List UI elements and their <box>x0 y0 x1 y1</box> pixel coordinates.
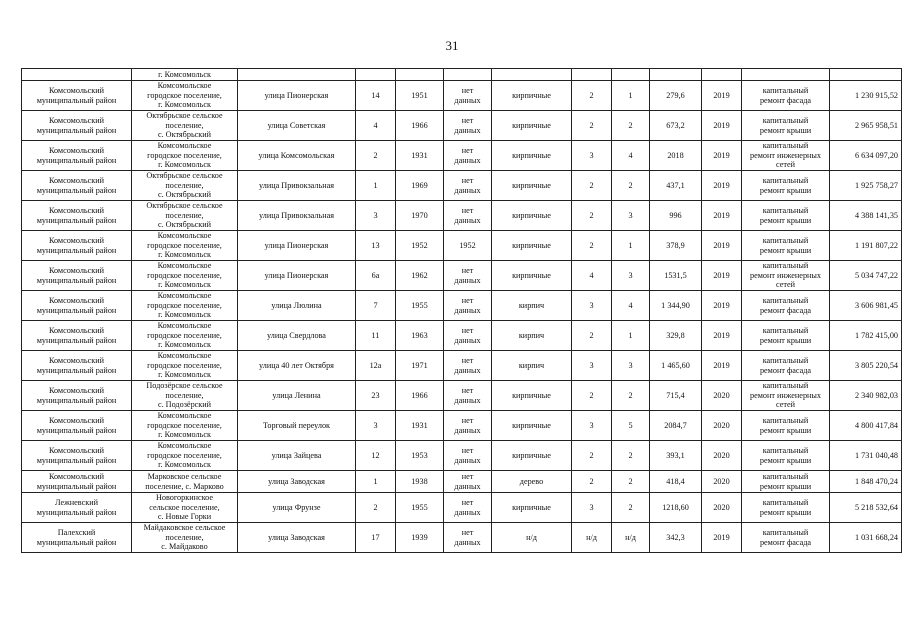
cell-entrances: 3 <box>612 201 650 231</box>
cell-build-year: 1939 <box>396 523 444 553</box>
cell-floors: 2 <box>572 381 612 411</box>
cell-area: 378,9 <box>650 231 702 261</box>
cell-repair-year: 2019 <box>702 111 742 141</box>
cell-cost: 2 965 958,51 <box>830 111 902 141</box>
cell-cost: 1 848 470,24 <box>830 471 902 493</box>
cell-floors: 2 <box>572 171 612 201</box>
cell-repair-year: 2019 <box>702 291 742 321</box>
cell-district: Комсомольский муниципальный район <box>22 441 132 471</box>
table-row <box>22 441 902 471</box>
cell-repair-year: 2020 <box>702 441 742 471</box>
cell-wall-material: н/д <box>492 523 572 553</box>
cell-street: улица Ленина <box>238 381 356 411</box>
cell-floors: 2 <box>572 231 612 261</box>
cell-wall-material: кирпич <box>492 351 572 381</box>
cell-entrances: 2 <box>612 441 650 471</box>
table-row <box>22 381 902 411</box>
table-row <box>22 321 902 351</box>
table-row <box>22 111 902 141</box>
cell-cost: 4 388 141,35 <box>830 201 902 231</box>
cell-wall-material: кирпичные <box>492 261 572 291</box>
cell-house-number: 3 <box>356 411 396 441</box>
cell-commission-year: нет данных <box>444 171 492 201</box>
cell-commission-year: нет данных <box>444 261 492 291</box>
cell-area: 996 <box>650 201 702 231</box>
cell-settlement: Майдаковское сельское поселение, с. Майдаково <box>132 523 238 553</box>
cell-cost: 1 925 758,27 <box>830 171 902 201</box>
cell-floors: 2 <box>572 441 612 471</box>
cell-cost: 5 034 747,22 <box>830 261 902 291</box>
cell-district: Лежневский муниципальный район <box>22 493 132 523</box>
cell-wall-material: кирпичные <box>492 381 572 411</box>
cell-district: Комсомольский муниципальный район <box>22 411 132 441</box>
cell-build-year: 1955 <box>396 291 444 321</box>
cell-settlement: Комсомольское городское поселение, г. Комсомольск <box>132 411 238 441</box>
cell-cost: 1 031 668,24 <box>830 523 902 553</box>
cell-commission-year: нет данных <box>444 321 492 351</box>
housing-repair-table <box>21 68 902 553</box>
cell-settlement: Комсомольское городское поселение, г. Комсомольск <box>132 231 238 261</box>
cell-settlement: Комсомольское городское поселение, г. Комсомольск <box>132 291 238 321</box>
cell-wall-material: кирпичные <box>492 201 572 231</box>
cell-entrances: 5 <box>612 411 650 441</box>
cell-commission-year: нет данных <box>444 381 492 411</box>
cell-build-year: 1966 <box>396 381 444 411</box>
cell-work-type: капитальный ремонт крыши <box>742 111 830 141</box>
cell-commission-year: нет данных <box>444 441 492 471</box>
cell-floors <box>572 69 612 81</box>
cell-street: улица Пионерская <box>238 81 356 111</box>
cell-area: 2084,7 <box>650 411 702 441</box>
cell-wall-material: кирпичные <box>492 171 572 201</box>
cell-build-year: 1955 <box>396 493 444 523</box>
cell-floors: 3 <box>572 411 612 441</box>
cell-wall-material: кирпичные <box>492 111 572 141</box>
cell-settlement: Октябрьское сельское поселение, с. Октябрьский <box>132 201 238 231</box>
cell-street <box>238 69 356 81</box>
cell-commission-year: 1952 <box>444 231 492 261</box>
cell-district: Комсомольский муниципальный район <box>22 201 132 231</box>
table-row <box>22 261 902 291</box>
cell-area <box>650 69 702 81</box>
cell-street: улица Заводская <box>238 471 356 493</box>
cell-entrances: 1 <box>612 321 650 351</box>
cell-house-number: 23 <box>356 381 396 411</box>
cell-entrances: 2 <box>612 111 650 141</box>
cell-repair-year: 2020 <box>702 411 742 441</box>
cell-district: Комсомольский муниципальный район <box>22 261 132 291</box>
cell-work-type: капитальный ремонт крыши <box>742 201 830 231</box>
cell-cost: 2 340 982,03 <box>830 381 902 411</box>
cell-entrances: 2 <box>612 171 650 201</box>
cell-cost: 1 191 807,22 <box>830 231 902 261</box>
cell-settlement: Комсомольское городское поселение, г. Комсомольск <box>132 261 238 291</box>
cell-cost: 6 634 097,20 <box>830 141 902 171</box>
cell-house-number: 2 <box>356 493 396 523</box>
cell-street: Торговый переулок <box>238 411 356 441</box>
cell-work-type <box>742 69 830 81</box>
cell-settlement: Комсомольское городское поселение, г. Комсомольск <box>132 81 238 111</box>
cell-build-year: 1969 <box>396 171 444 201</box>
cell-district: Комсомольский муниципальный район <box>22 81 132 111</box>
cell-house-number: 1 <box>356 471 396 493</box>
table-row <box>22 523 902 553</box>
cell-entrances <box>612 69 650 81</box>
cell-cost: 3 606 981,45 <box>830 291 902 321</box>
cell-district: Комсомольский муниципальный район <box>22 171 132 201</box>
cell-street: улица 40 лет Октября <box>238 351 356 381</box>
cell-settlement: Подозёрское сельское поселение, с. Подозёрский <box>132 381 238 411</box>
cell-work-type: капитальный ремонт крыши <box>742 321 830 351</box>
cell-floors: 3 <box>572 291 612 321</box>
cell-build-year: 1931 <box>396 141 444 171</box>
cell-repair-year: 2019 <box>702 141 742 171</box>
cell-cost <box>830 69 902 81</box>
table-body <box>22 69 902 553</box>
cell-wall-material: кирпичные <box>492 141 572 171</box>
cell-repair-year: 2019 <box>702 261 742 291</box>
cell-settlement: Марковское сельское поселение, с. Марково <box>132 471 238 493</box>
table-row <box>22 493 902 523</box>
table-row <box>22 291 902 321</box>
cell-repair-year: 2019 <box>702 523 742 553</box>
cell-build-year: 1970 <box>396 201 444 231</box>
cell-floors: 2 <box>572 321 612 351</box>
cell-area: 418,4 <box>650 471 702 493</box>
cell-cost: 1 782 415,00 <box>830 321 902 351</box>
cell-cost: 3 805 220,54 <box>830 351 902 381</box>
cell-floors: н/д <box>572 523 612 553</box>
cell-commission-year: нет данных <box>444 291 492 321</box>
cell-street: улица Фрунзе <box>238 493 356 523</box>
cell-settlement: Комсомольское городское поселение, г. Комсомольск <box>132 351 238 381</box>
cell-repair-year: 2019 <box>702 201 742 231</box>
cell-work-type: капитальный ремонт инженерных сетей <box>742 141 830 171</box>
cell-entrances: 1 <box>612 81 650 111</box>
cell-district: Комсомольский муниципальный район <box>22 471 132 493</box>
cell-repair-year: 2019 <box>702 81 742 111</box>
cell-street: улица Привокзальная <box>238 171 356 201</box>
cell-build-year: 1938 <box>396 471 444 493</box>
cell-wall-material: кирпичные <box>492 231 572 261</box>
cell-commission-year: нет данных <box>444 201 492 231</box>
cell-settlement: Комсомольское городское поселение, г. Комсомольск <box>132 321 238 351</box>
cell-commission-year: нет данных <box>444 493 492 523</box>
cell-house-number: 17 <box>356 523 396 553</box>
cell-entrances: 2 <box>612 471 650 493</box>
table-row <box>22 201 902 231</box>
table-continuation-row <box>22 69 902 81</box>
cell-commission-year: нет данных <box>444 471 492 493</box>
cell-work-type: капитальный ремонт фасада <box>742 351 830 381</box>
cell-work-type: капитальный ремонт фасада <box>742 523 830 553</box>
cell-street: улица Зайцева <box>238 441 356 471</box>
cell-area: 673,2 <box>650 111 702 141</box>
cell-street: улица Пионерская <box>238 231 356 261</box>
cell-street: улица Пионерская <box>238 261 356 291</box>
cell-house-number: 1 <box>356 171 396 201</box>
cell-repair-year: 2019 <box>702 171 742 201</box>
cell-commission-year: нет данных <box>444 351 492 381</box>
cell-street: улица Привокзальная <box>238 201 356 231</box>
cell-entrances: 2 <box>612 493 650 523</box>
cell-street: улица Свердлова <box>238 321 356 351</box>
table-row <box>22 411 902 441</box>
cell-work-type: капитальный ремонт фасада <box>742 291 830 321</box>
cell-work-type: капитальный ремонт инженерных сетей <box>742 261 830 291</box>
cell-house-number: 12 <box>356 441 396 471</box>
cell-house-number: 7 <box>356 291 396 321</box>
cell-work-type: капитальный ремонт инженерных сетей <box>742 381 830 411</box>
table-row <box>22 171 902 201</box>
cell-work-type: капитальный ремонт крыши <box>742 231 830 261</box>
cell-entrances: 3 <box>612 261 650 291</box>
cell-area: 1218,60 <box>650 493 702 523</box>
cell-wall-material: дерево <box>492 471 572 493</box>
cell-house-number: 14 <box>356 81 396 111</box>
cell-build-year: 1963 <box>396 321 444 351</box>
cell-district: Палехский муниципальный район <box>22 523 132 553</box>
cell-entrances: н/д <box>612 523 650 553</box>
cell-commission-year: нет данных <box>444 411 492 441</box>
cell-area: 393,1 <box>650 441 702 471</box>
cell-work-type: капитальный ремонт фасада <box>742 81 830 111</box>
cell-house-number: 13 <box>356 231 396 261</box>
cell-commission-year: нет данных <box>444 111 492 141</box>
table-row <box>22 81 902 111</box>
cell-house-number: 11 <box>356 321 396 351</box>
cell-floors: 2 <box>572 111 612 141</box>
cell-house-number: 3 <box>356 201 396 231</box>
cell-build-year: 1966 <box>396 111 444 141</box>
cell-area: 1 344,90 <box>650 291 702 321</box>
cell-work-type: капитальный ремонт крыши <box>742 171 830 201</box>
cell-district: Комсомольский муниципальный район <box>22 291 132 321</box>
cell-wall-material: кирпич <box>492 291 572 321</box>
cell-district: Комсомольский муниципальный район <box>22 351 132 381</box>
cell-house-number: 4 <box>356 111 396 141</box>
cell-repair-year: 2020 <box>702 471 742 493</box>
table-row <box>22 141 902 171</box>
cell-street: улица Заводская <box>238 523 356 553</box>
cell-floors: 3 <box>572 141 612 171</box>
cell-commission-year: нет данных <box>444 141 492 171</box>
cell-floors: 2 <box>572 81 612 111</box>
cell-district: Комсомольский муниципальный район <box>22 231 132 261</box>
cell-wall-material: кирпич <box>492 321 572 351</box>
cell-settlement: Комсомольское городское поселение, г. Комсомольск <box>132 441 238 471</box>
cell-wall-material: кирпичные <box>492 493 572 523</box>
cell-repair-year: 2019 <box>702 231 742 261</box>
cell-area: 2018 <box>650 141 702 171</box>
cell-repair-year: 2019 <box>702 321 742 351</box>
cell-district: Комсомольский муниципальный район <box>22 381 132 411</box>
cell-street: улица Комсомольская <box>238 141 356 171</box>
cell-street: улица Люлина <box>238 291 356 321</box>
cell-house-number <box>356 69 396 81</box>
cell-area: 279,6 <box>650 81 702 111</box>
cell-cost: 1 230 915,52 <box>830 81 902 111</box>
cell-house-number: 2 <box>356 141 396 171</box>
cell-build-year: 1931 <box>396 411 444 441</box>
cell-commission-year: нет данных <box>444 81 492 111</box>
cell-area: 342,3 <box>650 523 702 553</box>
cell-settlement: Новогоркинское сельское поселение, с. Новые Горки <box>132 493 238 523</box>
cell-area: 1531,5 <box>650 261 702 291</box>
cell-build-year <box>396 69 444 81</box>
cell-commission-year <box>444 69 492 81</box>
page-number: 31 <box>445 38 459 53</box>
cell-work-type: капитальный ремонт крыши <box>742 471 830 493</box>
cell-floors: 3 <box>572 351 612 381</box>
cell-district: Комсомольский муниципальный район <box>22 111 132 141</box>
cell-repair-year: 2020 <box>702 493 742 523</box>
cell-cost: 5 218 532,64 <box>830 493 902 523</box>
cell-house-number: 12а <box>356 351 396 381</box>
cell-entrances: 1 <box>612 231 650 261</box>
cell-work-type: капитальный ремонт крыши <box>742 493 830 523</box>
cell-wall-material <box>492 69 572 81</box>
cell-build-year: 1952 <box>396 231 444 261</box>
cell-build-year: 1962 <box>396 261 444 291</box>
cell-area: 437,1 <box>650 171 702 201</box>
cell-entrances: 3 <box>612 351 650 381</box>
cell-build-year: 1953 <box>396 441 444 471</box>
cell-area: 715,4 <box>650 381 702 411</box>
cell-settlement: г. Комсомольск <box>132 69 238 81</box>
cell-wall-material: кирпичные <box>492 411 572 441</box>
cell-settlement: Октябрьское сельское поселение, с. Октябрьский <box>132 111 238 141</box>
cell-wall-material: кирпичные <box>492 441 572 471</box>
cell-district: Комсомольский муниципальный район <box>22 141 132 171</box>
cell-entrances: 4 <box>612 141 650 171</box>
cell-floors: 2 <box>572 471 612 493</box>
cell-house-number: 6а <box>356 261 396 291</box>
cell-wall-material: кирпичные <box>492 81 572 111</box>
cell-entrances: 2 <box>612 381 650 411</box>
cell-build-year: 1971 <box>396 351 444 381</box>
cell-settlement: Комсомольское городское поселение, г. Комсомольск <box>132 141 238 171</box>
table-row <box>22 471 902 493</box>
cell-street: улица Советская <box>238 111 356 141</box>
table-row <box>22 351 902 381</box>
cell-work-type: капитальный ремонт крыши <box>742 411 830 441</box>
cell-repair-year: 2019 <box>702 351 742 381</box>
cell-work-type: капитальный ремонт крыши <box>742 441 830 471</box>
cell-floors: 3 <box>572 493 612 523</box>
cell-commission-year: нет данных <box>444 523 492 553</box>
cell-repair-year: 2020 <box>702 381 742 411</box>
table-row <box>22 231 902 261</box>
cell-repair-year <box>702 69 742 81</box>
cell-area: 329,8 <box>650 321 702 351</box>
cell-build-year: 1951 <box>396 81 444 111</box>
cell-settlement: Октябрьское сельское поселение, с. Октябрьский <box>132 171 238 201</box>
cell-floors: 4 <box>572 261 612 291</box>
cell-cost: 1 731 040,48 <box>830 441 902 471</box>
cell-district <box>22 69 132 81</box>
cell-district: Комсомольский муниципальный район <box>22 321 132 351</box>
cell-entrances: 4 <box>612 291 650 321</box>
cell-floors: 2 <box>572 201 612 231</box>
cell-area: 1 465,60 <box>650 351 702 381</box>
cell-cost: 4 800 417,84 <box>830 411 902 441</box>
